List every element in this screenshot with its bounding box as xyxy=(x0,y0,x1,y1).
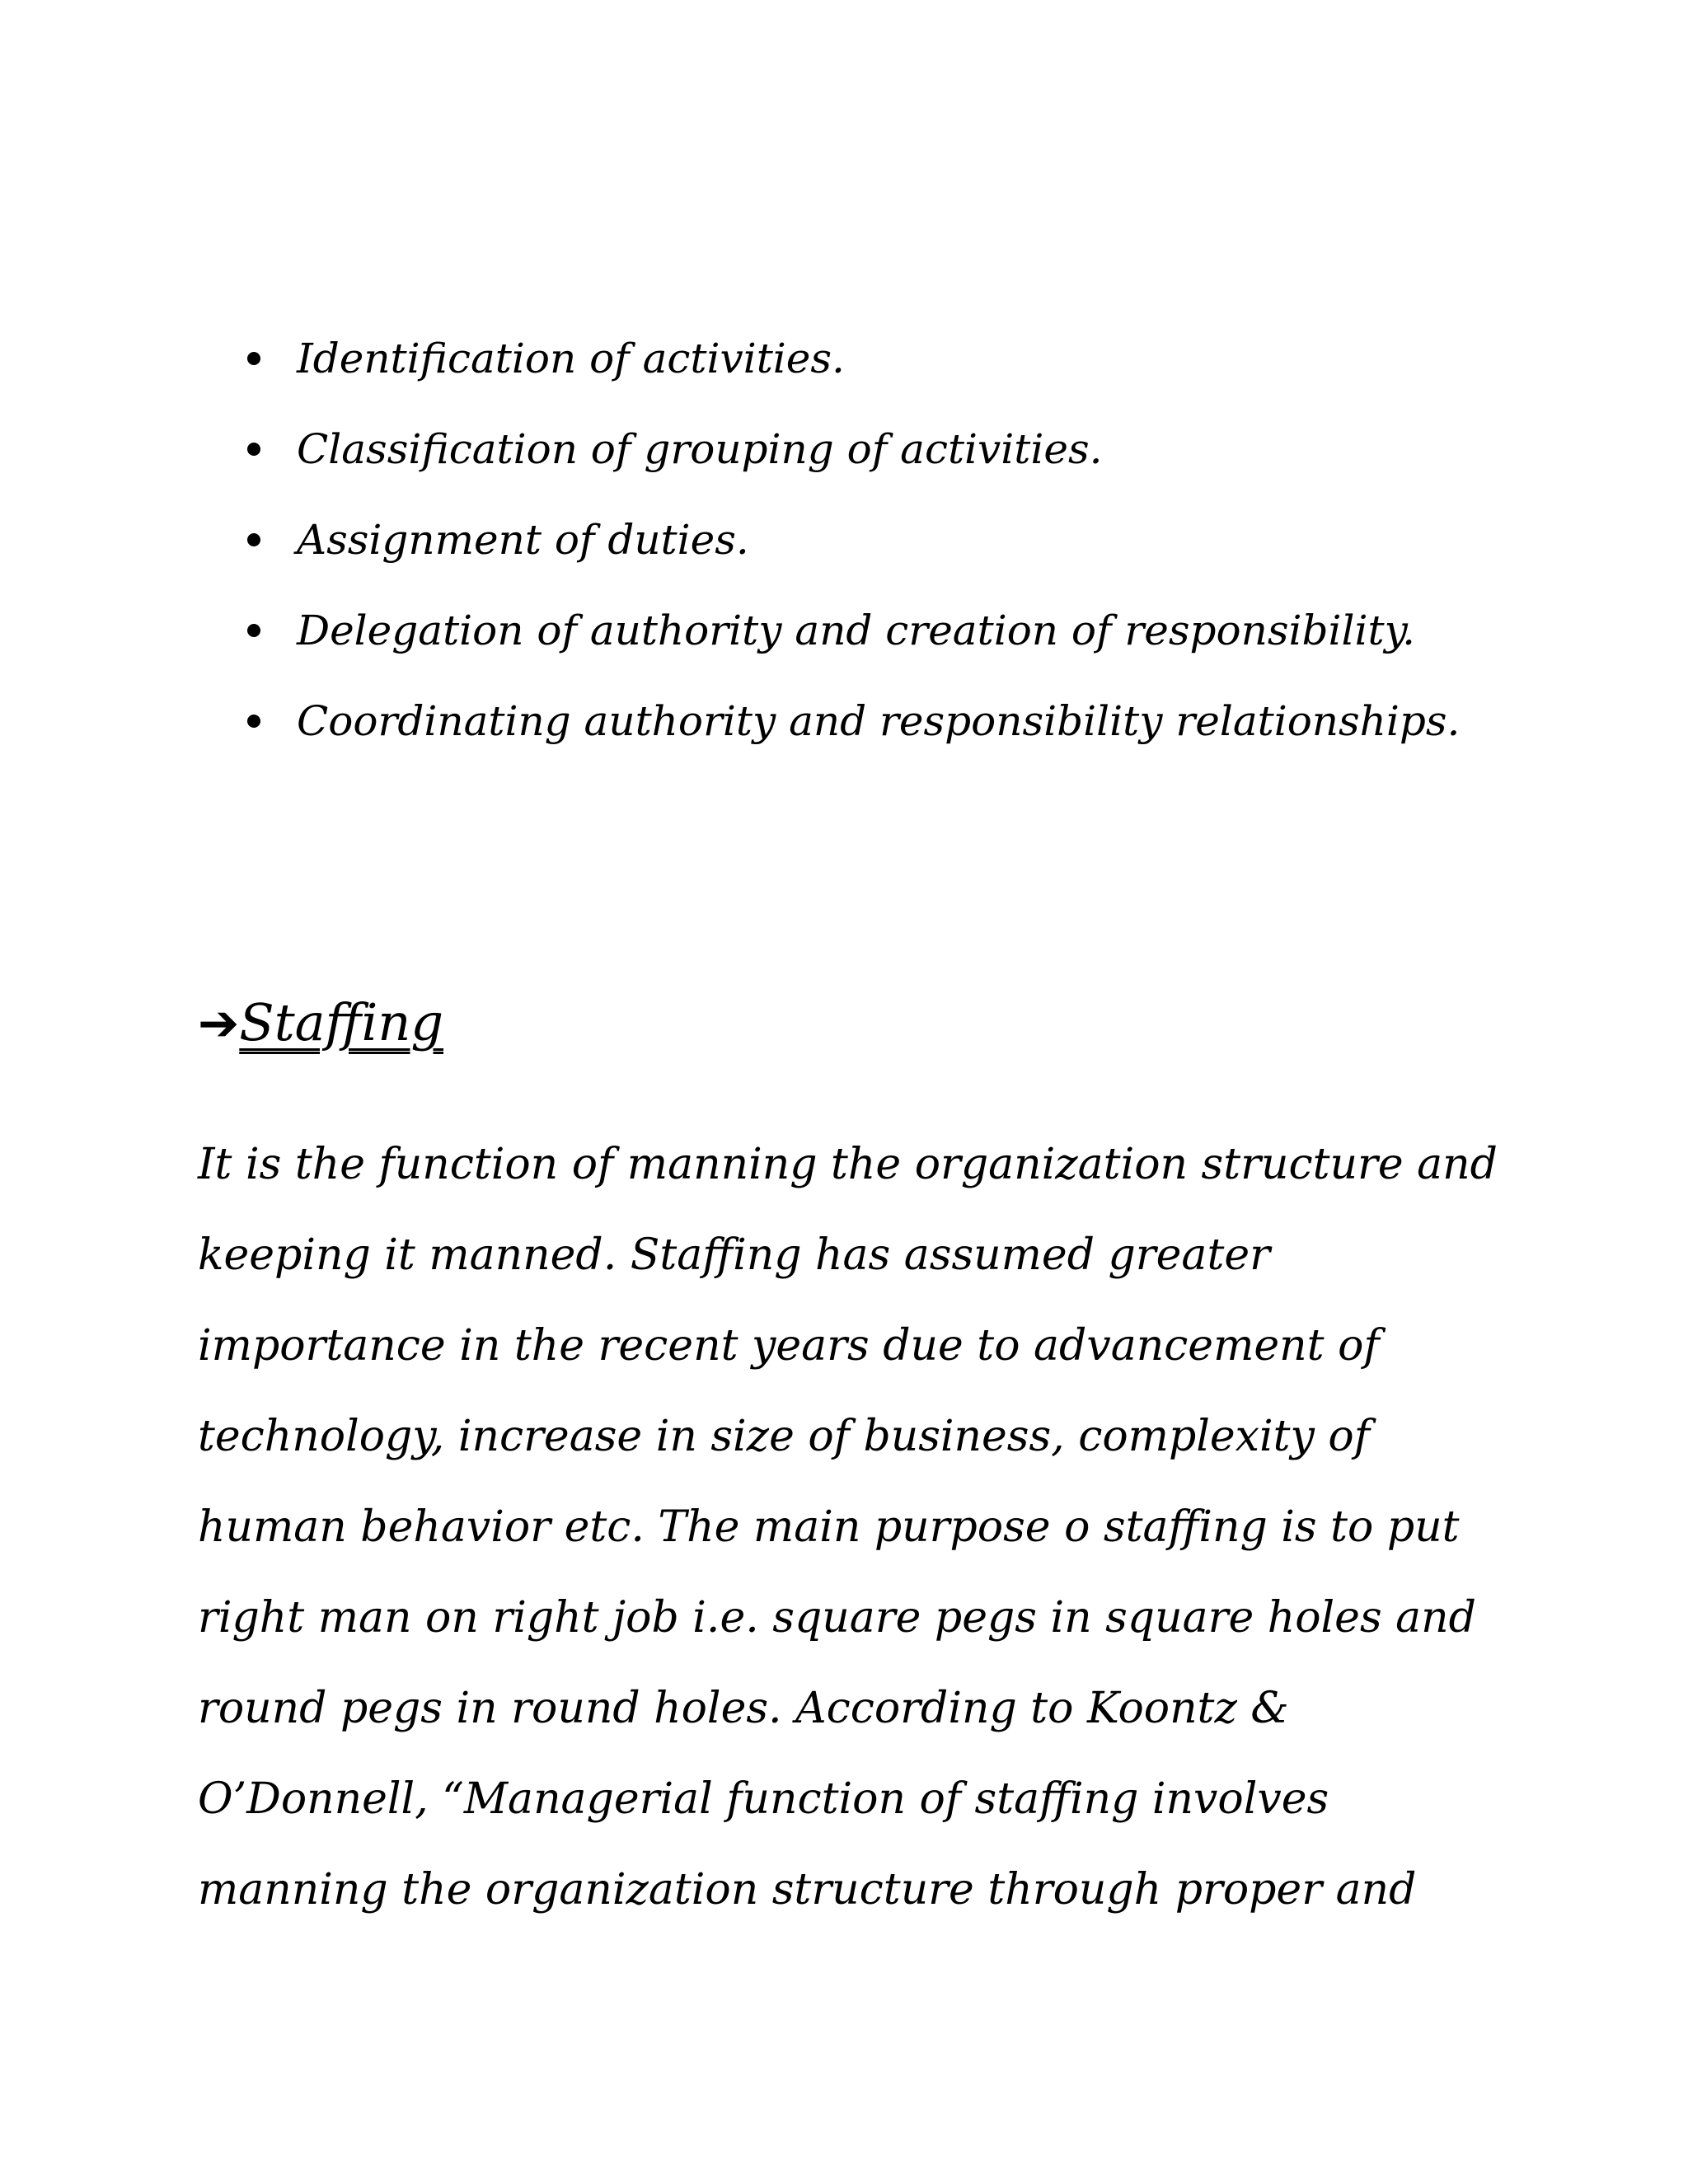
body-paragraph: It is the function of manning the organization structure and keeping it manned. Staffing has assumed greater importance in the recent years due to advancement of technology, increase in size of business, complexity of human behavior etc. The main purpose o staffing is to put right man on right job i.e. square pegs in square holes and round pegs in round holes. According to Koontz & O’Donnell, “Managerial function of staffing involves manning the organization structure through proper and xyxy=(198,1140,1498,1915)
bullet-text: Classification of grouping of activities. xyxy=(297,425,1103,473)
arrow-right-icon: ➔ xyxy=(198,995,240,1052)
bullet-text: Identification of activities. xyxy=(297,335,845,382)
bullet-dot-icon xyxy=(247,715,260,728)
activity-bullet-list xyxy=(247,313,1533,766)
bullet-item xyxy=(247,404,1533,494)
bullet-dot-icon xyxy=(247,443,260,456)
bullet-item xyxy=(247,313,1533,404)
bullet-item xyxy=(247,676,1533,766)
bullet-dot-icon xyxy=(247,624,260,637)
section-heading xyxy=(198,986,443,1061)
bullet-text: Delegation of authority and creation of responsibility. xyxy=(297,607,1416,654)
section-heading-text: Staffing xyxy=(239,992,444,1052)
bullet-item xyxy=(247,585,1533,676)
bullet-dot-icon xyxy=(247,352,260,365)
bullet-text: Assignment of duties. xyxy=(297,516,749,564)
bullet-item xyxy=(247,494,1533,585)
bullet-dot-icon xyxy=(247,533,260,546)
bullet-text: Coordinating authority and responsibility relationships. xyxy=(297,697,1461,745)
